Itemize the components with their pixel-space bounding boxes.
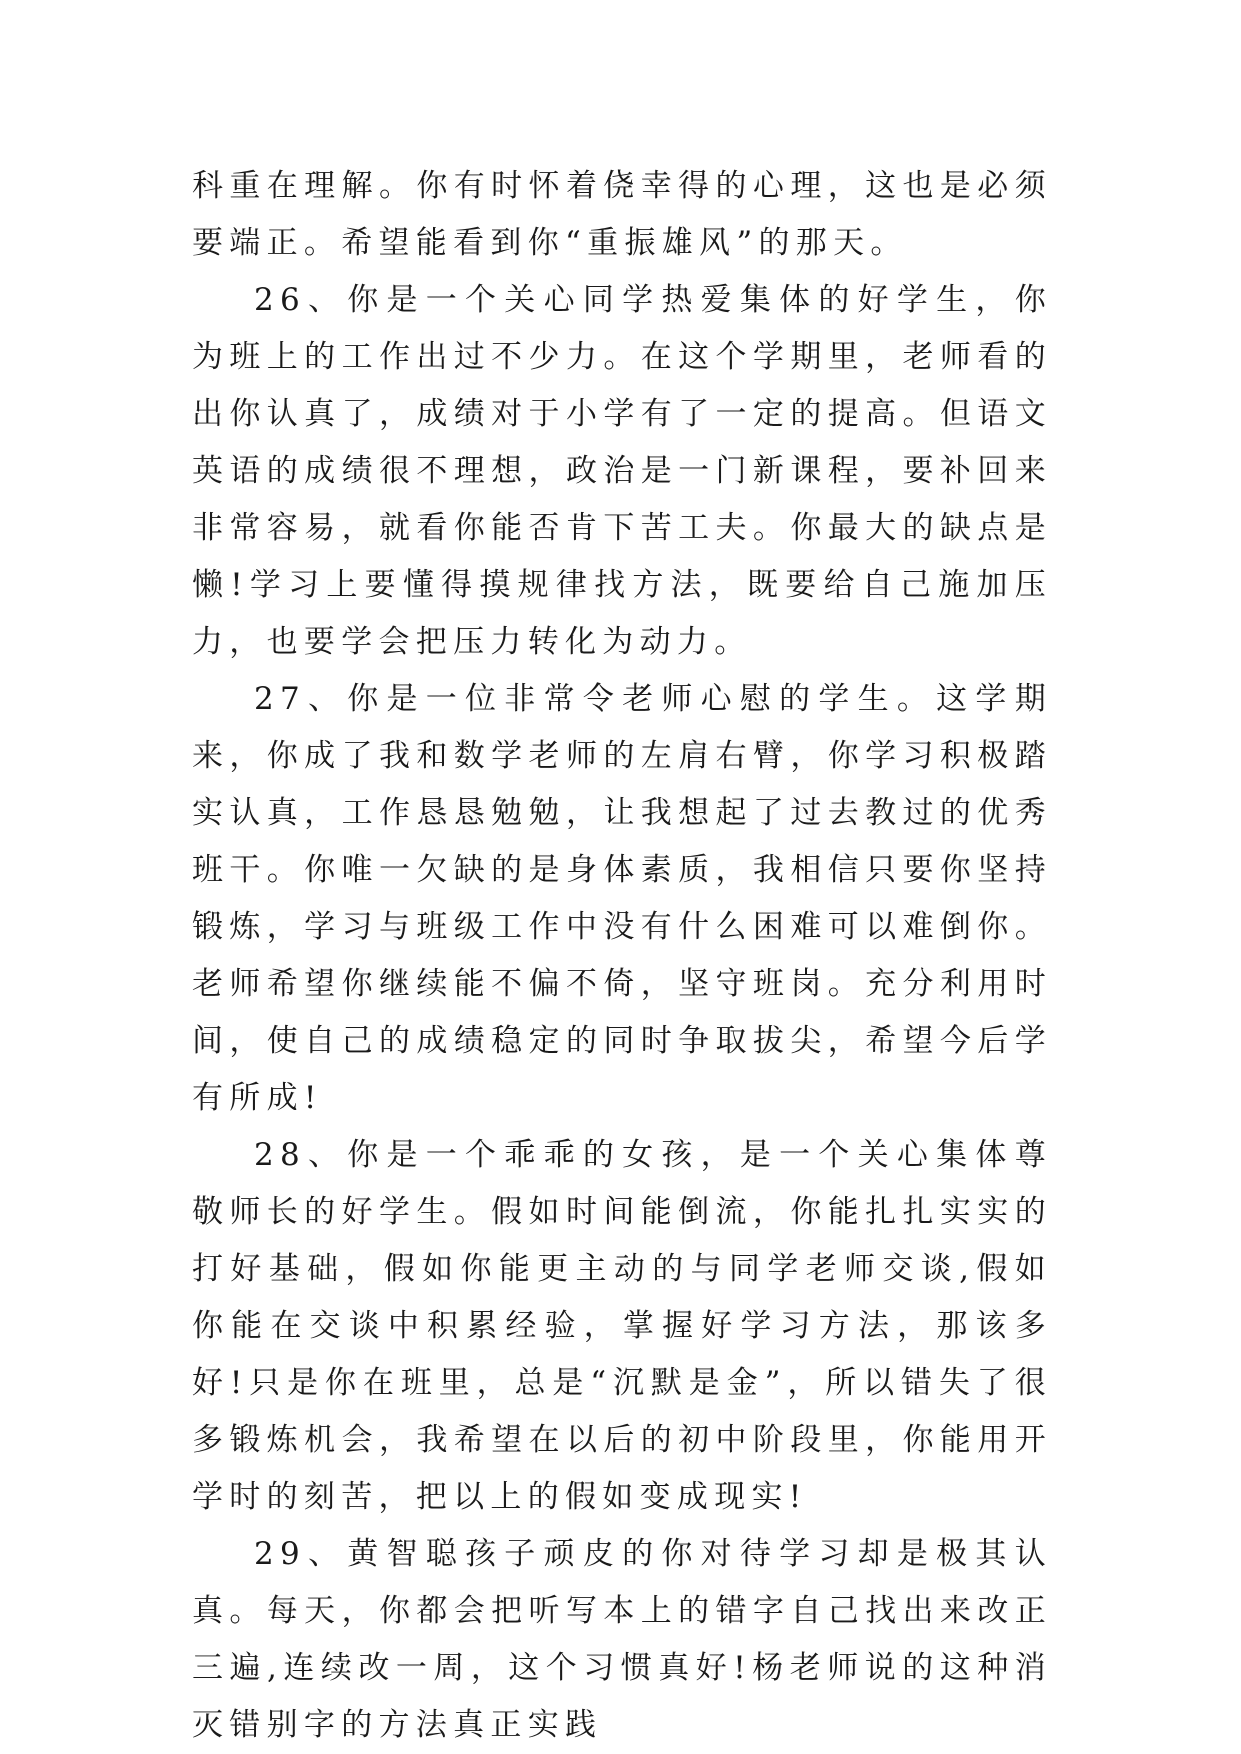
- paragraph-27: 27、你是一位非常令老师心慰的学生。这学期来，你成了我和数学老师的左肩右臂，你学习积极踏实认真，工作恳恳勉勉，让我想起了过去教过的优秀班干。你唯一欠缺的是身体素质，我相信只要你坚持锻炼，学习与班级工作中没有什么困难可以难倒你。老师希望你继续能不偏不倚，坚守班岗。充分利用时间，使自己的成绩稳定的同时争取拔尖，希望今后学有所成!: [192, 681, 1052, 1116]
- paragraph-25-continuation: 科重在理解。你有时怀着侥幸得的心理，这也是必须要端正。希望能看到你“重振雄风”的那天。: [192, 168, 1052, 261]
- paragraph-29: 29、黄智聪孩子顽皮的你对待学习却是极其认真。每天，你都会把听写本上的错字自己找出来改正三遍,连续改一周，这个习惯真好!杨老师说的这种消灭错别字的方法真正实践: [192, 1536, 1052, 1743]
- paragraph-26: 26、你是一个关心同学热爱集体的好学生，你为班上的工作出过不少力。在这个学期里，老师看的出你认真了，成绩对于小学有了一定的提高。但语文英语的成绩很不理想，政治是一门新课程，要补回来非常容易，就看你能否肯下苦工夫。你最大的缺点是懒!学习上要懂得摸规律找方法，既要给自己施加压力，也要学会把压力转化为动力。: [192, 282, 1052, 660]
- document-body: [192, 158, 1052, 1754]
- paragraph-28: 28、你是一个乖乖的女孩，是一个关心集体尊敬师长的好学生。假如时间能倒流，你能扎扎实实的打好基础，假如你能更主动的与同学老师交谈,假如你能在交谈中积累经验，掌握好学习方法，那该多好!只是你在班里，总是“沉默是金”，所以错失了很多锻炼机会，我希望在以后的初中阶段里，你能用开学时的刻苦，把以上的假如变成现实!: [192, 1137, 1052, 1515]
